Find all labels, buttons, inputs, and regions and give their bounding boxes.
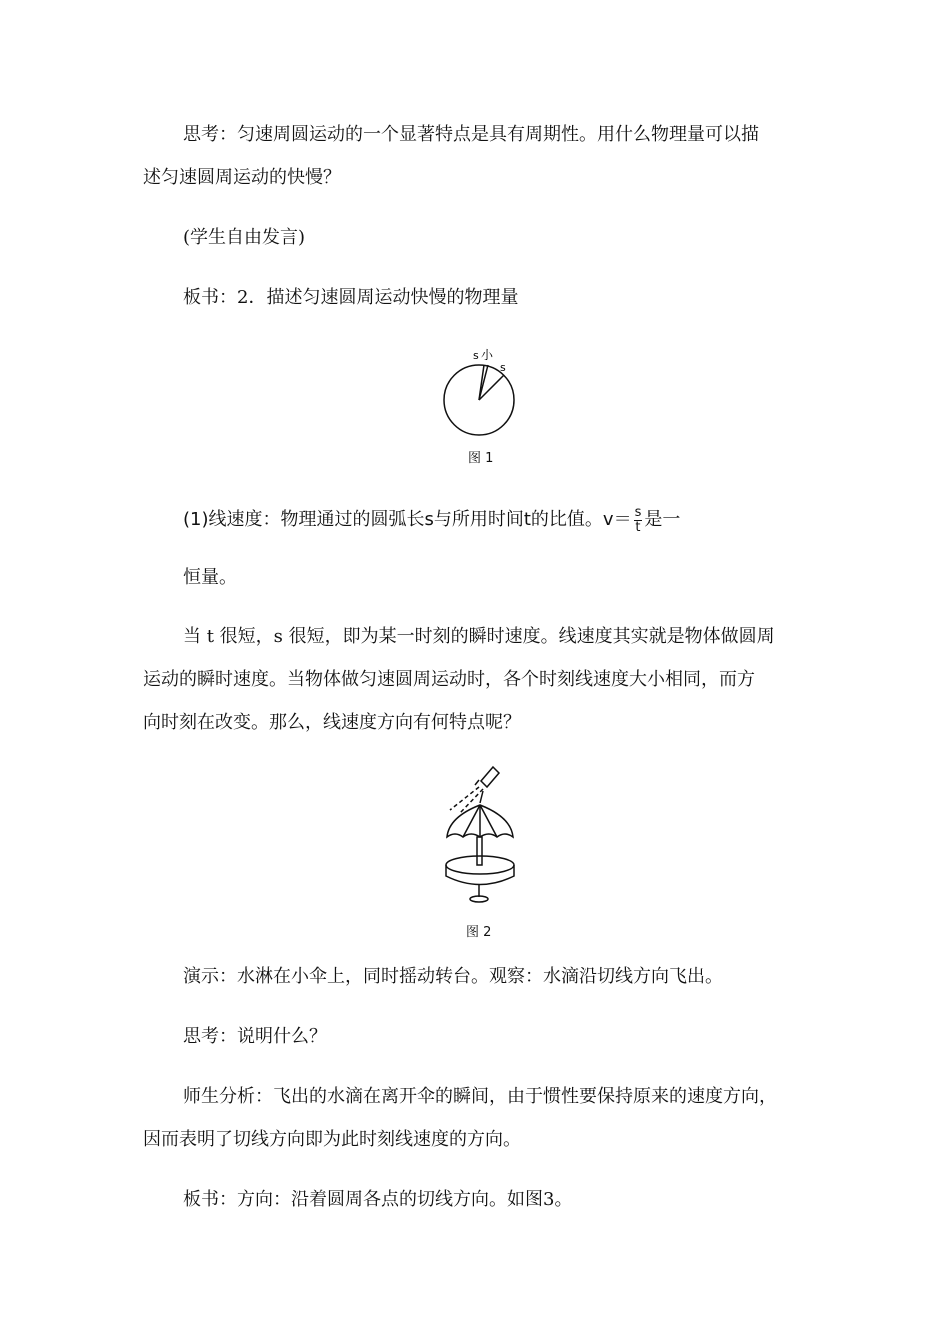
- label-s-left: s: [473, 349, 479, 362]
- demo-line: 演示：水淋在小伞上，同时摇动转台。观察：水滴沿切线方向飞出。: [183, 966, 723, 987]
- think2-line: 思考：说明什么？: [183, 1026, 327, 1047]
- figure-2-umbrella-turntable: [435, 765, 525, 915]
- turntable-base: [470, 885, 488, 902]
- label-small: 小: [481, 348, 494, 362]
- water-nozzle: [475, 767, 499, 787]
- formula-fraction: [634, 506, 643, 535]
- instant-line2: 运动的瞬时速度。当物体做匀速圆周运动时，各个时刻线速度大小相同，而方: [143, 669, 755, 690]
- analysis-line1: 师生分析：飞出的水滴在离开伞的瞬间，由于惯性要保持原来的速度方向，: [183, 1086, 777, 1107]
- umbrella-stick: [477, 837, 482, 865]
- think1-line2: 述匀速圆周运动的快慢？: [143, 167, 341, 188]
- water-drop-line: [480, 791, 483, 803]
- label-s-right: s: [500, 361, 506, 374]
- formula-denominator: t: [635, 519, 641, 535]
- formula-numerator: s: [634, 504, 642, 520]
- turntable: [446, 856, 514, 885]
- umbrella: [447, 805, 513, 837]
- instant-line3: 向时刻在改变。那么，线速度方向有何特点呢？: [143, 712, 521, 733]
- think1-line1: 思考：匀速周圆运动的一个显著特点是具有周期性。用什么物理量可以描: [183, 124, 759, 145]
- figure-1-circle-diagram: [440, 345, 530, 440]
- instant-line1: 当 t 很短，s 很短，即为某一时刻的瞬时速度。线速度其实就是物体做圆周: [183, 626, 775, 647]
- linear-speed-prefix: (1)线速度：物理通过的圆弧长s与所用时间t的比值。v＝: [183, 509, 632, 530]
- analysis-line2: 因而表明了切线方向即为此时刻线速度的方向。: [143, 1129, 521, 1150]
- board-heading-1: 板书：2．描述匀速圆周运动快慢的物理量: [183, 287, 519, 308]
- constant-line: 恒量。: [183, 567, 237, 588]
- figure-1-caption: 图 1: [468, 451, 494, 466]
- students-speak: (学生自由发言): [183, 227, 306, 248]
- linear-speed-definition: [183, 500, 680, 540]
- figure-2-caption: 图 2: [466, 925, 492, 940]
- board-heading-2: 板书：方向：沿着圆周各点的切线方向。如图3。: [183, 1189, 573, 1210]
- linear-speed-suffix: 是一: [644, 509, 681, 530]
